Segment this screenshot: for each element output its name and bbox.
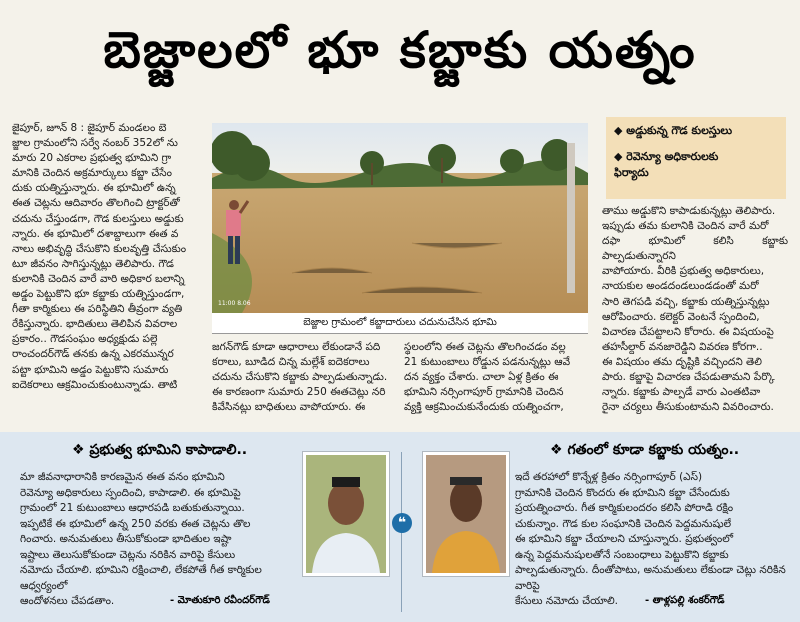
quote-icon: ❝ (392, 513, 412, 533)
highlight-item: ◆ రెవెన్యూ అధికారులకు ఫిర్యాదు (614, 150, 719, 179)
article-photo (212, 123, 588, 313)
headline: బెజ్జాలలో భూ కబ్జాకు యత్నం (103, 20, 697, 79)
portrait-shankar-goud (423, 452, 509, 576)
right-quote-body: ఇదే తరహాలో కొన్నేళ్ల క్రితం నర్సింగాపూర్‌ (ఎస్‌) గ్రామానికి చెందిన కొందరు ఈ భూమిని కబ్జా చేసేందుకు ప్రయత్నించారు. గీత కార్మికులందరం కలిసి పోరాడి రక్షిం చుకున్నాం. గౌడ కుల సంఘానికి చెందిన పెద్దమనుషులే ఈ భూమిని కబ్జా చేయాలని చూస్తున్నారు. ప్రభుత్వంలో ఉన్న పెద్దమనుషులతోనే సంబంధాలు పెట్టుకొని కబ్జాకు పాల్పడుతున్నారు. దీంతోపాటు, అనుమతులు లేకుండా చెట్లు నరికిన వారిపై కేసులు నమోదు చేయాలి. (515, 471, 786, 607)
person-photo-image (426, 455, 506, 573)
highlight-text: రెవెన్యూ అధికారులకు ఫిర్యాదు (614, 150, 719, 179)
person-photo-image (306, 455, 386, 573)
highlights-box (606, 117, 786, 199)
left-quote-title: ❖ ప్రభుత్వ భూమిని కాపాడాలి.. (72, 442, 248, 458)
left-quote-body: మా జీవనాధారానికి కారణమైన ఈత వనం భూమిని రెవెన్యూ అధికారులు స్పందించి, కాపాడాలి. ఈ భూమిపై గ్రామంలో 21 కుటుంబాలు ఆధారపడి బతుకుతున్నాయి. ఇప్పటికే ఈ భూమిలో ఉన్న 250 వరకు ఈత చెట్లను తొల గించారు. అనుమతులు తీసుకోకుండా భాదితుల ఇష్టా ఇష్టాలు తెలుసుకోకుండా చెట్లను నరికిన వారిపై కేసులు నమోదు చేయాలి. భూమిని రక్షించాలి, లేకపోతే గీత కార్మికుల ఆధ్వర్యంలో ఆందోళనలు చేపడతాం. (20, 471, 262, 607)
article-column-3: స్థలంలోని ఈత చెట్లను తొలగించడం వల్ల 21 కుటుంబాలు రోడ్డున పడనున్నట్లు ఆవే దన వ్యక్తం చేశారు. చాలా ఏళ్ల క్రితం ఈ భూమిని నర్సింగాపూర్‌ గ్రామానికి చెందిన వ్యక్తి ఆక్రమించుకునేందుకు యత్నించగా, (404, 341, 571, 414)
photo-caption: బెజ్జాల గ్రామంలో కబ్జాదారులు చదునుచేసిన భూమి (212, 313, 588, 334)
left-quote-signature: - మోతుకూరి రవీందర్‌గౌడ్‌ (170, 595, 270, 606)
photo-timestamp: 11:00 8.06 (218, 300, 251, 307)
portrait-ravinder-goud (303, 452, 389, 576)
highlight-item: ◆ అడ్డుకున్న గౌడ కులస్తులు (614, 124, 733, 137)
diamond-bullet-icon: ❖ (550, 442, 563, 458)
right-quote-title: ❖ గతంలో కూడా కబ్జాకు యత్నం.. (550, 442, 740, 458)
right-quote-signature: - తాళ్లపల్లి శంకర్‌గౌడ్‌ (645, 595, 725, 606)
article-column-4: తాము అడ్డుకొని కాపాడుకున్నట్లు తెలిపారు. ఇప్పుడు తమ కులానికి చెందిన వారే మరో దఫా భూమిలో కలిసి కబ్జాకు పాల్పడుతున్నారని వాపోయారు. వీరికి ప్రభుత్వ అధికారులు, నాయకుల అండదండలుండడంతో మరో సారి తెగపడి వచ్చి, కబ్జాకు యత్నిస్తున్నట్లు ఆరోపించారు. కలెక్టర్‌ వెంటనే స్పందించి, విచారణ చేపట్టాలని కోరారు. ఈ విషయంపై తహసీల్దార్‌ వనజారెడ్డిని వివరణ కోరగా.. ఈ విషయం తమ దృష్టికి వచ్చిందని తెలి పారు. కబ్జాపై విచారణ చేపడుతామని పేర్కొ న్నారు. కబ్జాకు పాల్పడే వారు ఎంతటివా రైనా చర్యలు తీసుకుంటామని వివరించారు. (602, 205, 788, 414)
article-column-2: జగన్‌గౌడ్‌ కూడా ఆధారాలు లేకుండానే పది కరాలు, బూడిద చిన్న మల్లేశ్‌ ఐదెకరాలు చదును చేసుకొని కబ్జాకు పాల్పడుతున్నాడు. ఈ కారణంగా సుమారు 250 ఈతచెట్లు నరి కివేసినట్లు బాధితులు వాపోయారు. ఈ (212, 341, 388, 414)
diamond-bullet-icon: ❖ (72, 442, 85, 458)
article-column-1: జైపూర్‌, జూన్‌ 8 : జైపూర్‌ మండలం బె జ్జాల గ్రామంలోని సర్వే నంబర్‌ 352లో ను మారు 20 ఎకరాల ప్రభుత్వ భూమిని గ్రా మానికి చెందిన అక్రమార్కులు కబ్జా చేసేం దుకు యత్నిస్తున్నారు. ఈ భూమిలో ఉన్న ఈత చెట్లను ఆదివారం తొలగించి ట్రాక్టర్‌తో చదును చేస్తుండగా, గౌడ కులస్తులు అడ్డుకు న్నారు. ఈ భూమిలో దశాబ్దాలుగా ఈత వ నాలు అభివృద్ధి చేసుకొని కులవృత్తి చేసుకుం టూ జీవనం సాగిస్తున్నట్లు తెలిపారు. గౌడ కులానికి చెందిన వారే వారి అధికార బలాన్ని అడ్డం పెట్టుకొని భూ కబ్జాకు యత్నిస్తుండగా, గీతా కార్మికులు ఈ పరిస్థితిని తీవ్రంగా వ్యతి రేకిస్తున్నారు. భాదితులు తెలిపిన వివరాల ప్రకారం.. గౌడసంఘం అధ్యక్షుడు పల్లె రాంచందర్‌గౌడ్‌ తనకు ఉన్న ఎకరమున్నర పట్టా భూమిని అడ్డం పెట్టుకొని సుమారు ఐదెకరాలు ఆక్రమించుకుంటున్నాడు. తాటి (12, 122, 187, 391)
highlight-text: అడ్డుకున్న గౌడ కులస్తులు (626, 124, 733, 137)
land-photo-image (212, 123, 588, 313)
quotes-panel (0, 432, 800, 622)
